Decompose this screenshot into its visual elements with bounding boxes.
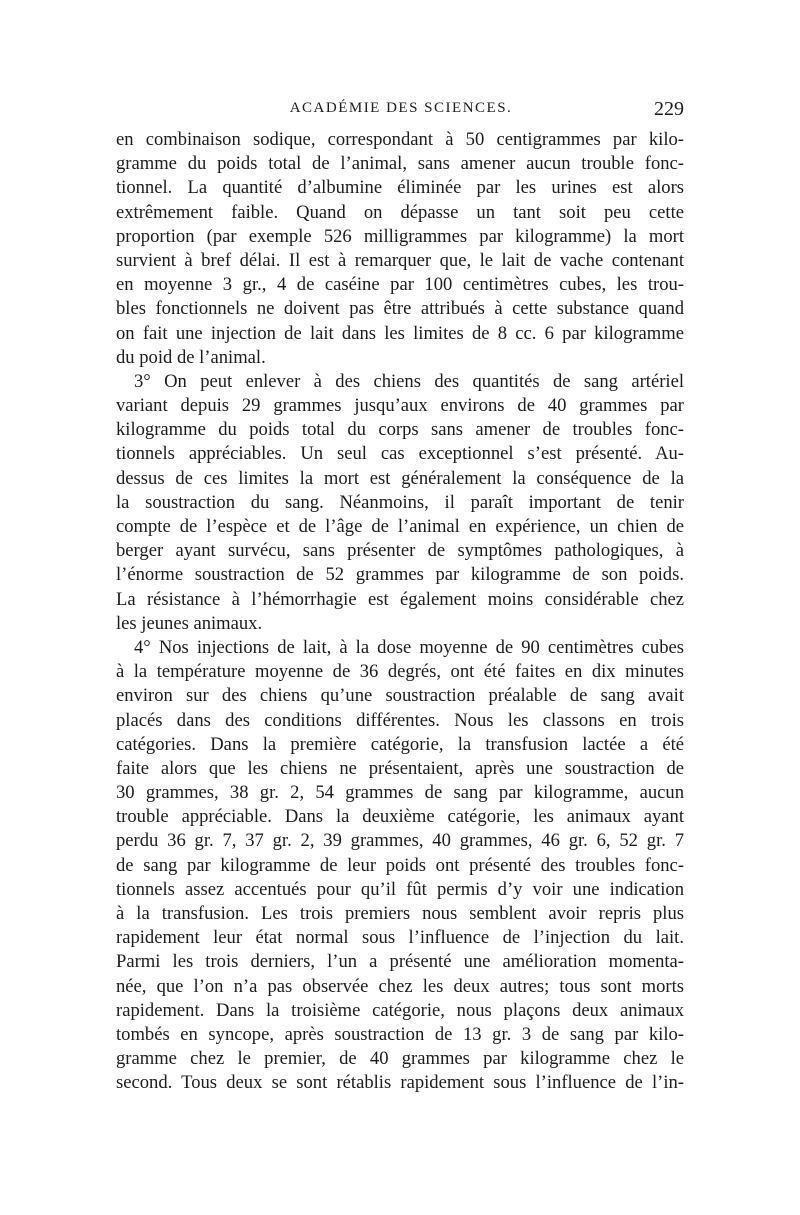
text-line: l’énorme soustraction de 52 grammes par kilogramme de son poids. xyxy=(116,564,684,586)
text-line: dessus de ces limites la mort est généralement la conséquence de la xyxy=(116,467,684,489)
text-line: à la transfusion. Les trois premiers nous semblent avoir repris plus xyxy=(116,903,684,924)
body-text xyxy=(116,128,684,1096)
text-line: née, que l’on n’a pas observée chez les deux autres; tous sont morts xyxy=(116,975,684,997)
text-line: kilogramme du poids total du corps sans amener de troubles fonc- xyxy=(116,419,684,441)
text-line: trouble appréciable. Dans la deuxième catégorie, les animaux ayant xyxy=(116,806,684,828)
text-line: variant depuis 29 grammes jusqu’aux environs de 40 grammes par xyxy=(116,395,684,417)
text-line: du poid de l’animal. xyxy=(116,346,266,368)
paragraph-start-3: 3° On peut enlever à des chiens des quantités de sang artériel xyxy=(134,370,684,392)
page-number: 229 xyxy=(654,98,684,120)
text-line: gramme du poids total de l’animal, sans amener aucun trouble fonc- xyxy=(116,153,684,175)
text-line: environ sur des chiens qu’une soustraction préalable de sang avait xyxy=(116,685,684,707)
text-line: placés dans des conditions différentes. Nous les classons en trois xyxy=(116,709,684,731)
text-line: tionnels appréciables. Un seul cas exceptionnel s’est présenté. Au- xyxy=(116,443,684,465)
text-line: gramme chez le premier, de 40 grammes par kilogramme chez le xyxy=(116,1048,684,1070)
text-line: tionnel. La quantité d’albumine éliminée par les urines est alors xyxy=(116,177,684,199)
text-line: 30 grammes, 38 gr. 2, 54 grammes de sang par kilogramme, aucun xyxy=(116,782,684,804)
running-title: ACADÉMIE DES SCIENCES. xyxy=(289,100,513,116)
text-line: on fait une injection de lait dans les limites de 8 cc. 6 par kilogramme xyxy=(116,322,684,344)
text-line: tionnels assez accentués pour qu’il fût permis d’y voir une indication xyxy=(116,878,684,900)
text-line: rapidement leur état normal sous l’influence de l’injection du lait. xyxy=(116,927,684,949)
page-header xyxy=(118,98,684,124)
text-line: en moyenne 3 gr., 4 de caséine par 100 centimètres cubes, les trou- xyxy=(116,274,684,296)
text-line: catégories. Dans la première catégorie, la transfusion lactée a été xyxy=(116,733,684,755)
text-line: proportion (par exemple 526 milligrammes par kilogramme) la mort xyxy=(116,225,684,247)
text-line: bles fonctionnels ne doivent pas être attribués à cette substance quand xyxy=(116,298,684,320)
text-line: faite alors que les chiens ne présentaient, après une soustraction de xyxy=(116,757,684,779)
text-line: tombés en syncope, après soustraction de 13 gr. 3 de sang par kilo- xyxy=(116,1023,684,1045)
text-line: survient à bref délai. Il est à remarquer que, le lait de vache contenant xyxy=(116,249,684,271)
text-line: La résistance à l’hémorrhagie est également moins considérable chez xyxy=(116,588,684,610)
text-line: extrêmement faible. Quand on dépasse un tant soit peu cette xyxy=(116,201,684,223)
text-line: compte de l’espèce et de l’âge de l’animal en expérience, un chien de xyxy=(116,516,684,537)
text-line: les jeunes animaux. xyxy=(116,612,263,634)
text-line: second. Tous deux se sont rétablis rapidement sous l’influence de l’in- xyxy=(116,1072,684,1094)
text-line: Parmi les trois derniers, l’un a présenté une amélioration momenta- xyxy=(116,951,684,973)
text-line: berger ayant survécu, sans présenter de symptômes pathologiques, à xyxy=(116,540,684,562)
text-line: la soustraction du sang. Néanmoins, il paraît important de tenir xyxy=(116,491,684,513)
text-line: rapidement. Dans la troisième catégorie, nous plaçons deux animaux xyxy=(116,999,684,1021)
paragraph-start-4: 4° Nos injections de lait, à la dose moyenne de 90 centimètres cubes xyxy=(134,636,684,658)
text-line: à la température moyenne de 36 degrés, ont été faites en dix minutes xyxy=(116,661,684,683)
text-line: en combinaison sodique, correspondant à 50 centigrammes par kilo- xyxy=(116,129,684,150)
text-line: perdu 36 gr. 7, 37 gr. 2, 39 grammes, 40 grammes, 46 gr. 6, 52 gr. 7 xyxy=(116,830,684,852)
text-line: de sang par kilogramme de leur poids ont présenté des troubles fonc- xyxy=(116,854,684,876)
